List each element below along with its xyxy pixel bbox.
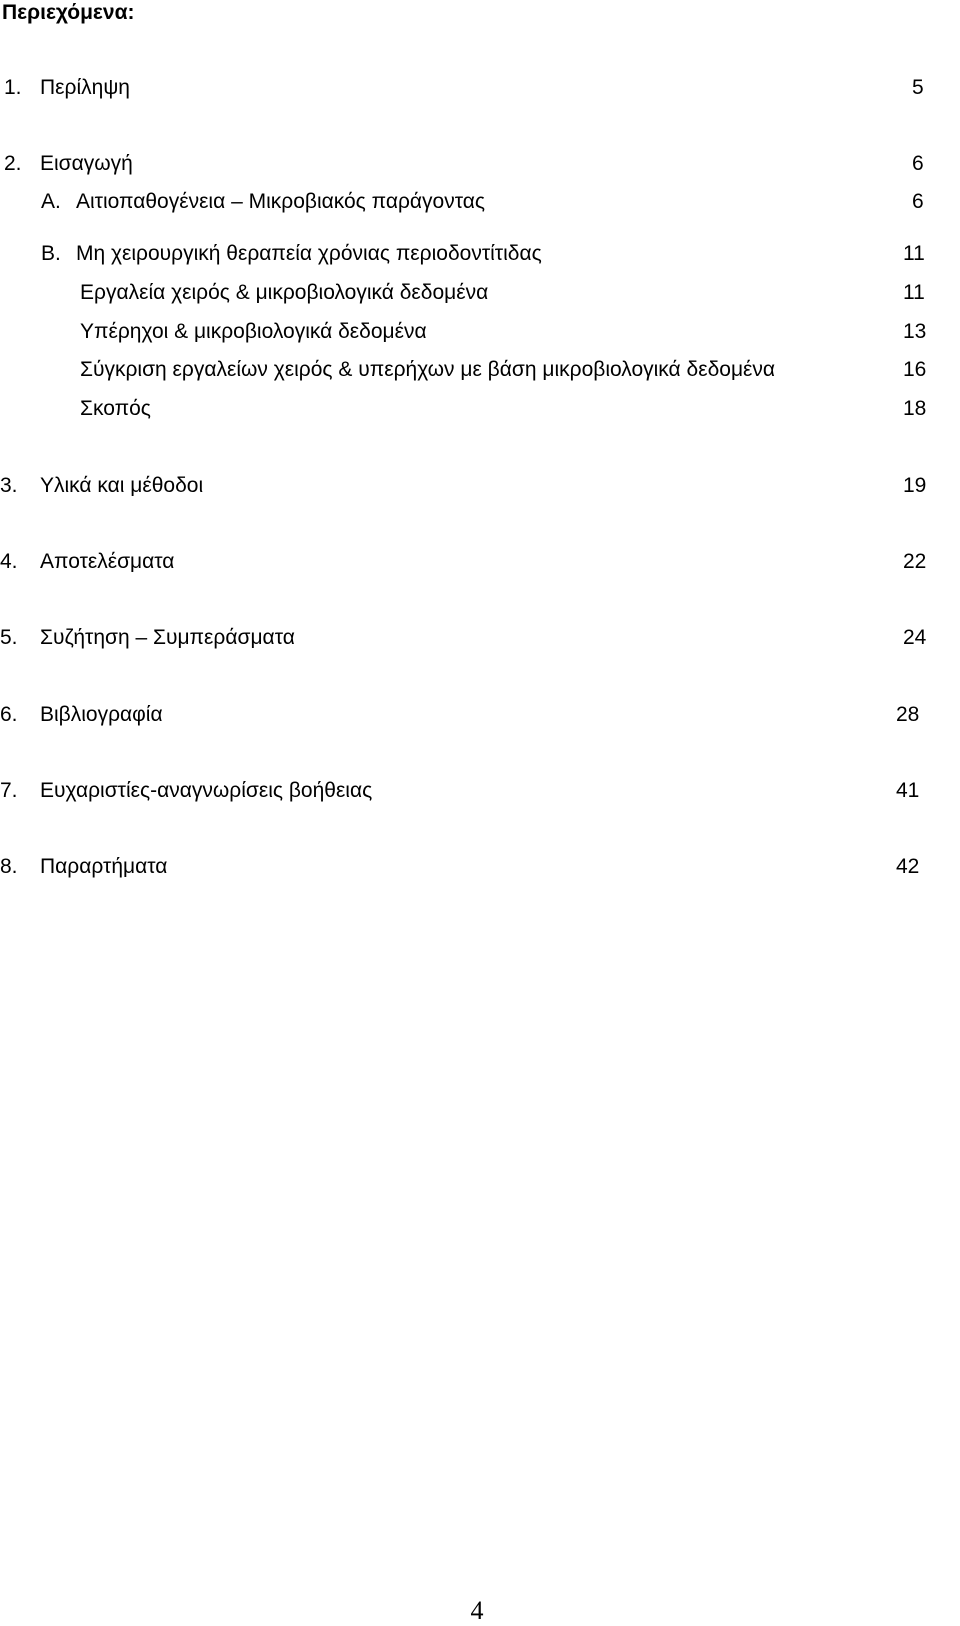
toc-entry-page: 5: [912, 76, 924, 99]
toc-entry: [0, 74, 960, 102]
toc-entry-number: 2.: [4, 152, 22, 175]
toc-subentry: [0, 395, 960, 423]
toc-subentry: [0, 318, 960, 346]
toc-subentry: [0, 356, 960, 384]
toc-entry: [0, 472, 960, 500]
toc-entry-page: 11: [903, 242, 925, 265]
toc-entry-page: 16: [903, 358, 927, 381]
toc-entry-page: 41: [896, 779, 920, 802]
toc-entry-title: Αποτελέσματα: [40, 550, 175, 573]
toc-entry-title: Σύγκριση εργαλείων χειρός & υπερήχων με βάση μικροβιολογικά δεδομένα: [80, 358, 776, 381]
toc-entry: [0, 701, 960, 729]
toc-entry-page: 6: [912, 190, 924, 213]
toc-heading: Περιεχόμενα:: [2, 1, 135, 24]
toc-entry: [0, 624, 960, 652]
toc-entry-number: 7.: [0, 779, 18, 802]
toc-entry-title: Παραρτήματα: [40, 855, 168, 878]
toc-entry-number: 5.: [0, 626, 18, 649]
toc-entry-title: Εισαγωγή: [40, 152, 133, 175]
toc-entry-page: 42: [896, 855, 920, 878]
toc-entry-page: 13: [903, 320, 927, 343]
toc-entry: [0, 853, 960, 881]
toc-entry-title: Ευχαριστίες-αναγνωρίσεις βοήθειας: [40, 779, 373, 802]
toc-entry: [0, 188, 960, 216]
toc-entry-number: 4.: [0, 550, 18, 573]
toc-entry-number: 3.: [0, 474, 18, 497]
toc-entry-number: Α.: [41, 190, 61, 213]
toc-entry-title: Σκοπός: [80, 397, 151, 420]
toc-entry: [0, 240, 960, 268]
toc-entry-number: 8.: [0, 855, 18, 878]
toc-entry: [0, 777, 960, 805]
toc-entry-page: 11: [903, 281, 925, 304]
toc-entry-title: Εργαλεία χειρός & μικροβιολογικά δεδομένα: [80, 281, 489, 304]
toc-entry-page: 18: [903, 397, 927, 420]
toc-entry: [0, 548, 960, 576]
toc-entry-title: Μη χειρουργική θεραπεία χρόνιας περιοδοντίτιδας: [76, 242, 542, 265]
toc-entry-page: 6: [912, 152, 924, 175]
toc-entry-title: Αιτιοπαθογένεια – Μικροβιακός παράγοντας: [76, 190, 485, 213]
toc-entry: [0, 150, 960, 178]
toc-entry-page: 24: [903, 626, 927, 649]
page-number: 4: [470, 1596, 484, 1625]
toc-entry-page: 19: [903, 474, 927, 497]
toc-entry-number: 1.: [4, 76, 22, 99]
toc-entry-number: Β.: [41, 242, 61, 265]
toc-entry-title: Περίληψη: [40, 76, 130, 99]
page-number-footer: [0, 1596, 960, 1626]
toc-entry-title: Βιβλιογραφία: [40, 703, 163, 726]
toc-entry-title: Υλικά και μέθοδοι: [40, 474, 204, 497]
toc-entry-number: 6.: [0, 703, 18, 726]
toc-entry-page: 28: [896, 703, 920, 726]
toc-entry-title: Υπέρηχοι & μικροβιολογικά δεδομένα: [80, 320, 427, 343]
toc-subentry: [0, 279, 960, 307]
toc-entry-title: Συζήτηση – Συμπεράσματα: [40, 626, 295, 649]
toc-entry-page: 22: [903, 550, 927, 573]
